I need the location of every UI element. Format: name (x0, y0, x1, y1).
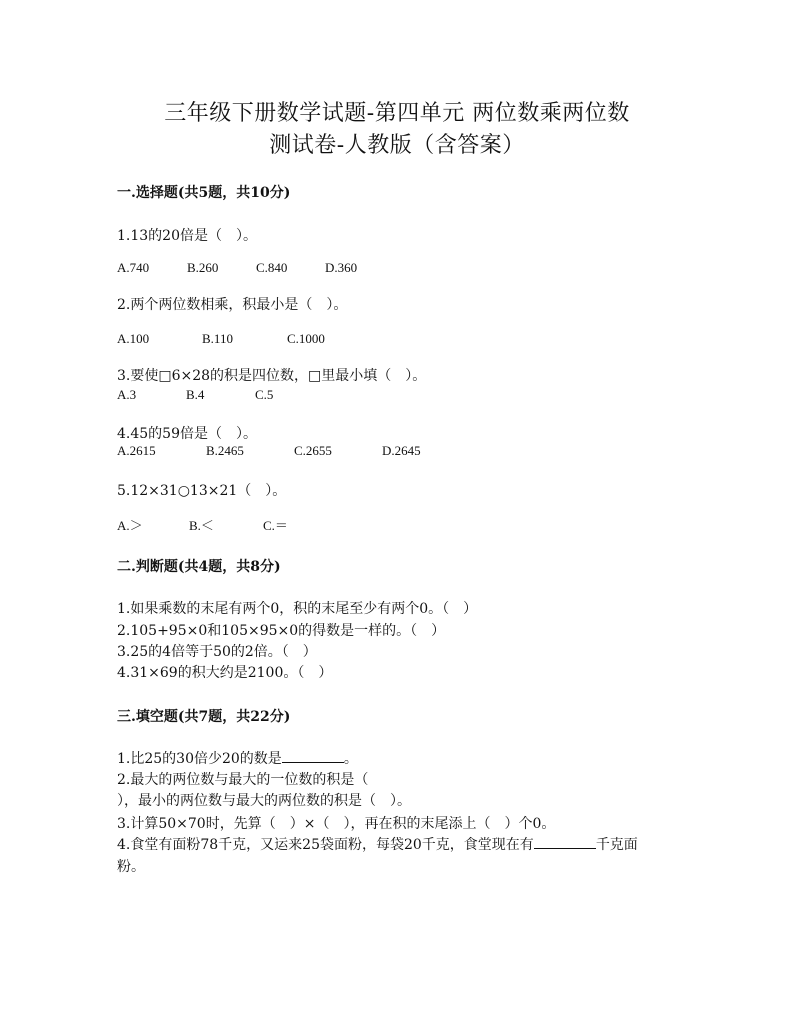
question-text: ），最小的两位数与最大的两位数的积是（ ）。 (117, 793, 411, 809)
question-text: 1.13的20倍是（ ）。 (117, 228, 257, 244)
option: C.840 (256, 260, 288, 275)
question-text-part: 1.比25的30倍少20的数是 (117, 751, 282, 767)
option: A.2615 (117, 443, 156, 458)
question-text: 1.如果乘数的末尾有两个0，积的末尾至少有两个0。（ ） (117, 601, 478, 617)
question-text: 4.31×69的积大约是2100。（ ） (117, 665, 333, 681)
document-title-line-1: 三年级下册数学试题-第四单元 两位数乘两位数 (164, 101, 630, 126)
question-text-part: 千克面 (595, 837, 638, 853)
options-row (117, 443, 421, 459)
question-text: 3.计算50×70时，先算（ ）×（ ），再在积的末尾添上（ ）个0。 (117, 816, 556, 832)
answer-blank (534, 836, 596, 849)
question-text: 3.25的4倍等于50的2倍。（ ） (117, 644, 317, 660)
answer-blank (282, 750, 344, 763)
question-text: 2.两个两位数相乘，积最小是（ ）。 (117, 297, 348, 313)
question-text: 5.12×31○13×21（ ）。 (117, 483, 287, 499)
option: C.＝ (263, 518, 288, 533)
option: C.1000 (287, 331, 325, 346)
question-text-part: 4.食堂有面粉78千克，又运来25袋面粉，每袋20千克，食堂现在有 (117, 837, 534, 853)
question-text: 2.最大的两位数与最大的一位数的积是（ (117, 772, 369, 788)
document-title-line-2: 测试卷-人教版（含答案） (269, 133, 525, 158)
option: B.260 (187, 260, 219, 275)
options-row (117, 331, 325, 347)
option: D.360 (325, 260, 358, 275)
option: B.110 (202, 331, 233, 346)
option: A.＞ (117, 518, 143, 533)
options-row (117, 260, 357, 276)
question-text: 粉。 (117, 859, 145, 875)
option: A.3 (117, 387, 137, 402)
option: A.740 (117, 260, 150, 275)
option: A.100 (117, 331, 150, 346)
question-text (117, 834, 638, 854)
question-text (117, 748, 358, 768)
section-heading-choice: 一.选择题(共5题，共10分) (117, 185, 291, 201)
section-heading-true-false: 二.判断题(共4题，共8分) (117, 559, 281, 575)
option: C.2655 (294, 443, 332, 458)
option: D.2645 (382, 443, 421, 458)
option: B.2465 (206, 443, 244, 458)
question-text-part: 。 (343, 751, 358, 767)
options-row (117, 387, 273, 403)
options-row (117, 515, 288, 534)
option: C.5 (255, 387, 274, 402)
option: B.4 (186, 387, 205, 402)
question-text: 4.45的59倍是（ ）。 (117, 426, 257, 442)
question-text: 3.要使□6×28的积是四位数，□里最小填（ ）。 (117, 368, 427, 384)
option: B.＜ (189, 518, 214, 533)
question-text: 2.105+95×0和105×95×0的得数是一样的。（ ） (117, 623, 446, 639)
section-heading-fill-in: 三.填空题(共7题，共22分) (117, 709, 291, 725)
